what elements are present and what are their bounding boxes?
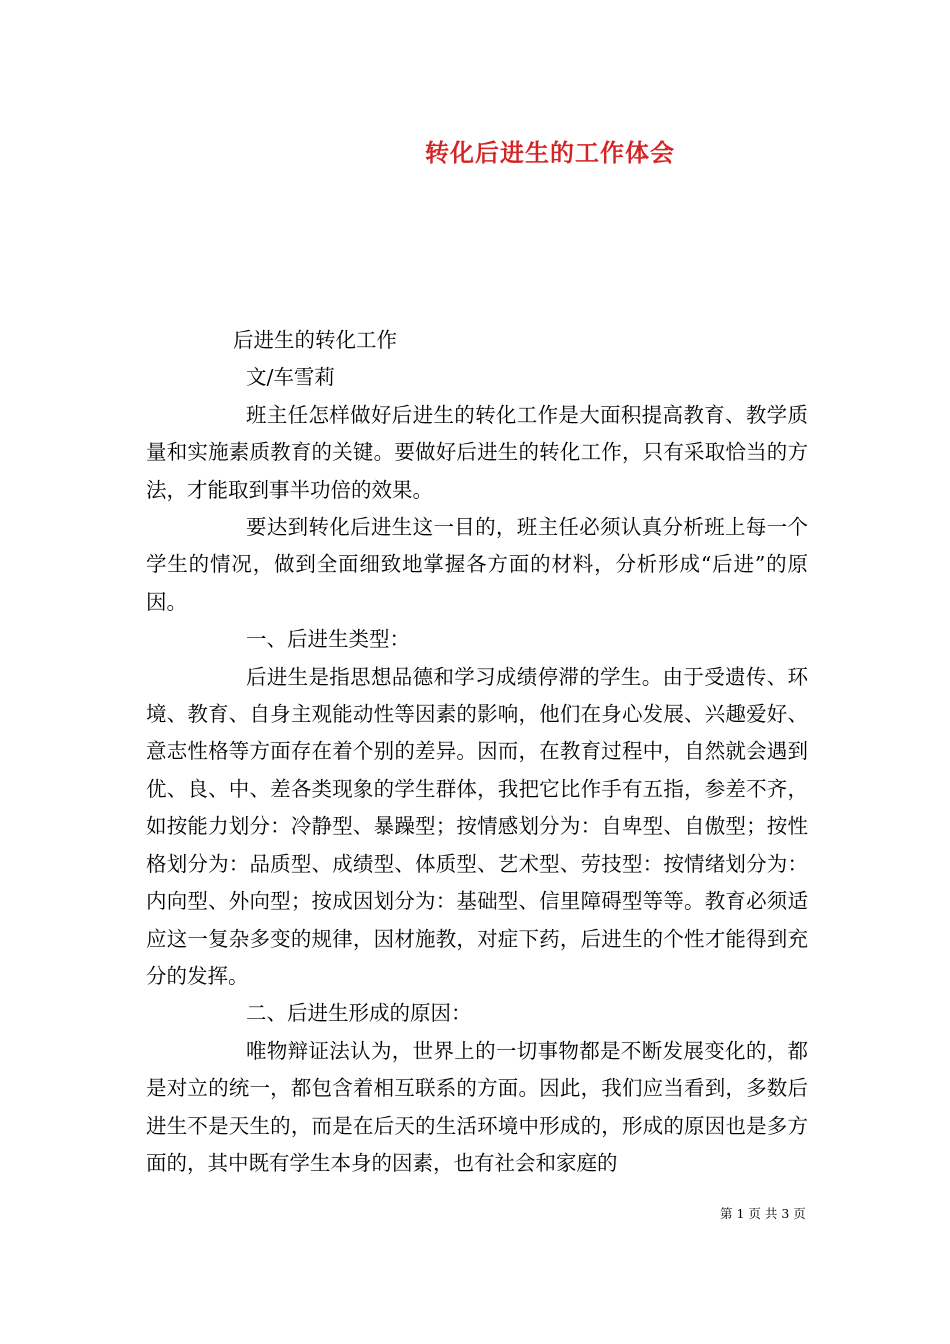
body-paragraph: 唯物辩证法认为，世界上的一切事物都是不断发展变化的，都是对立的统一，都包含着相互联系的方面。因此，我们应当看到，多数后进生不是天生的，而是在后天的生活环境中形成的，形成的原因也是多方面的，其中既有学生本身的因素，也有社会和家庭的	[146, 1038, 808, 1175]
article-author: 文/车雪莉	[246, 365, 335, 390]
article-subtitle: 后进生的转化工作	[233, 328, 397, 352]
section-heading: 一、后进生类型：	[246, 627, 410, 652]
body-paragraph: 班主任怎样做好后进生的转化工作是大面积提高教育、教学质量和实施素质教育的关键。要做好后进生的转化工作，只有采取恰当的方法，才能取到事半功倍的效果。	[146, 402, 808, 502]
document-title: 转化后进生的工作体会	[425, 138, 675, 167]
body-paragraph: 要达到转化后进生这一目的，班主任必须认真分析班上每一个学生的情况，做到全面细致地掌握各方面的材料，分析形成“后进”的原因。	[146, 515, 808, 614]
section-heading: 二、后进生形成的原因：	[246, 1001, 472, 1026]
document-body	[146, 322, 808, 1182]
body-paragraph: 后进生是指思想品德和学习成绩停滞的学生。由于受遗传、环境、教育、自身主观能动性等因素的影响，他们在身心发展、兴趣爱好、意志性格等方面存在着个别的差异。因而，在教育过程中，自然就会遇到优、良、中、差各类现象的学生群体，我把它比作手有五指，参差不齐，如按能力划分：冷静型、暴躁型；按情感划分为：自卑型、自傲型；按性格划分为：品质型、成绩型、体质型、艺术型、劳技型：按情绪划分为：内向型、外向型；按成因划分为：基础型、信里障碍型等等。教育必须适应这一复杂多变的规律，因材施教，对症下药，后进生的个性才能得到充分的发挥。	[146, 664, 808, 988]
page-number-footer: 第 1 页 共 3 页	[720, 1206, 806, 1221]
